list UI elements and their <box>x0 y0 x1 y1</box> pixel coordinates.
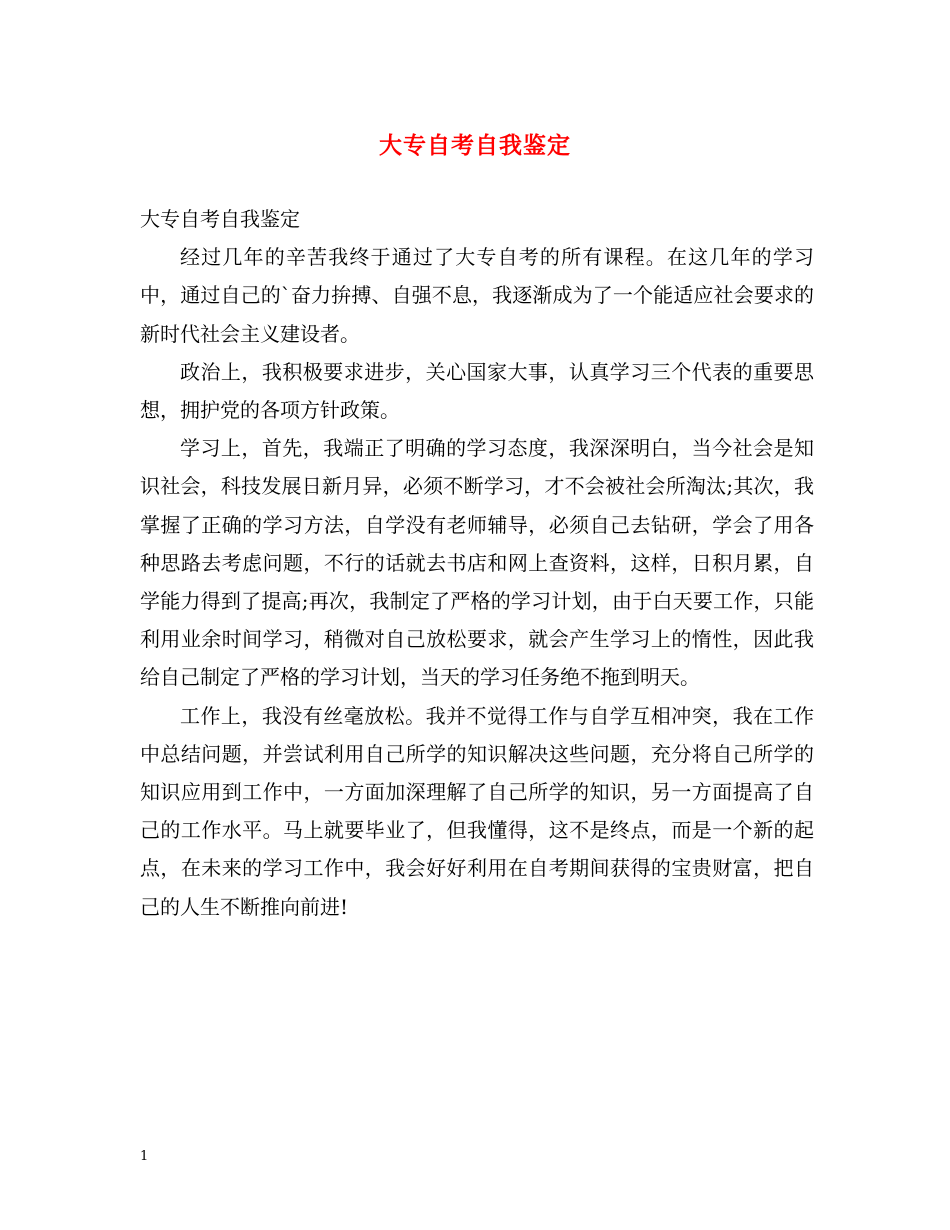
document-title: 大专自考自我鉴定 <box>379 132 571 159</box>
paragraph-work: 工作上，我没有丝毫放松。我并不觉得工作与自学互相冲突，我在工作中总结问题，并尝试利用自己所学的知识解决这些问题，充分将自己所学的知识应用到工作中，一方面加深理解了自己所学的知识，另一方面提高了自己的工作水平。马上就要毕业了，但我懂得，这不是终点，而是一个新的起点，在未来的学习工作中，我会好好利用在自考期间获得的宝贵财富，把自己的人生不断推向前进! <box>140 703 814 919</box>
page-number: 1 <box>140 1149 149 1164</box>
document-body <box>140 200 814 926</box>
paragraph-politics: 政治上，我积极要求进步，关心国家大事，认真学习三个代表的重要思想，拥护党的各项方针政策。 <box>140 359 814 423</box>
body-heading: 大专自考自我鉴定 <box>140 207 300 231</box>
paragraph-intro: 经过几年的辛苦我终于通过了大专自考的所有课程。在这几年的学习中，通过自己的`奋力拚搏、自强不息，我逐渐成为了一个能适应社会要求的新时代社会主义建设者。 <box>140 245 814 346</box>
paragraph-study: 学习上，首先，我端正了明确的学习态度，我深深明白，当今社会是知识社会，科技发展日新月异，必须不断学习，才不会被社会所淘汰;其次，我掌握了正确的学习方法，自学没有老师辅导，必须自己去钻研，学会了用各种思路去考虑问题，不行的话就去书店和网上查资料，这样，日积月累，自学能力得到了提高;再次，我制定了严格的学习计划，由于白天要工作，只能利用业余时间学习，稍微对自己放松要求，就会产生学习上的惰性，因此我给自己制定了严格的学习计划，当天的学习任务绝不拖到明天。 <box>140 436 814 690</box>
